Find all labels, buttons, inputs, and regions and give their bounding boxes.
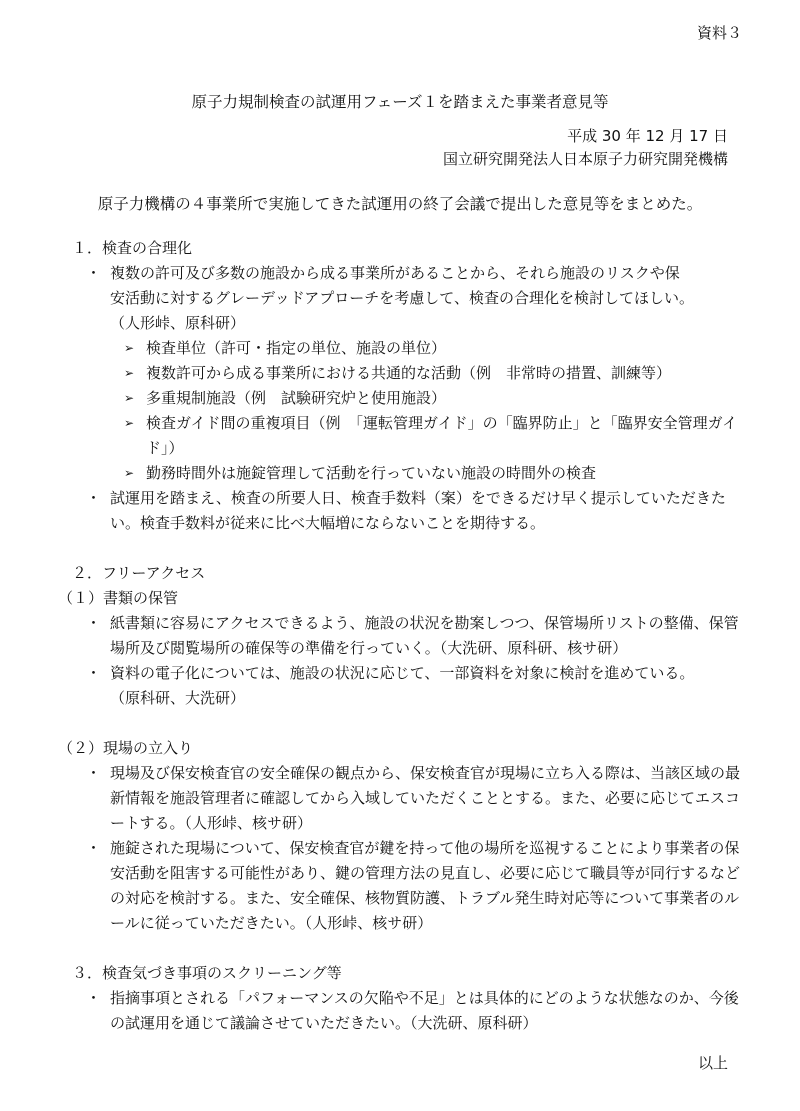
bullet-text: 指摘事項とされる「パフォーマンスの欠陥や不足」とは具体的にどのような状態なのか、今後の試運用を通じて議論させていただきたい。（大洗研、原科研） [110, 989, 739, 1032]
section-1-heading: １．検査の合理化 [72, 239, 193, 257]
bullet-text: 紙書類に容易にアクセスできるよう、施設の状況を勘案しつつ、保管場所リストの整備、保管場所及び閲覧場所の確保等の準備を行っていく。（大洗研、原科研、核サ研） [110, 614, 739, 657]
bullet-text: 施錠された現場について、保安検査官が鍵を持って他の場所を巡視することにより事業者の保安活動を阻害する可能性があり、鍵の管理方法の見直し、必要に応じて職員等が同行するなどの対応を検討する。また、安全確保、核物質防護、トラブル発生時対応等について事業者のルールに従っていただきたい。（人形峠、核サ研） [110, 839, 741, 932]
intro-paragraph: 原子力機構の４事業所で実施してきた試運用の終了会議で提出した意見等をまとめた。 [97, 195, 703, 213]
bullet-mark: ・ [86, 264, 102, 282]
arrow-bullet-icon: ➢ [124, 341, 135, 355]
list-item [86, 611, 744, 661]
list-item [124, 386, 744, 411]
bullet-mark: ・ [86, 614, 102, 632]
subsection-1-heading: （１）書類の保管 [58, 589, 179, 607]
document-body [0, 236, 800, 1036]
source-note: （原科研、大洗研） [110, 689, 246, 707]
arrow-item-text: 検査ガイド間の重複項目（例 「運転管理ガイド」の「臨界防止」と「臨界安全管理ガイド」） [146, 414, 738, 457]
bullet-mark: ・ [86, 839, 102, 857]
closing-mark: 以上 [697, 1054, 728, 1072]
arrow-item-text: 検査単位（許可・指定の単位、施設の単位） [146, 339, 447, 357]
list-item [124, 411, 744, 461]
arrow-bullet-icon: ➢ [124, 416, 135, 430]
list-item [124, 461, 744, 486]
list-item [124, 361, 744, 386]
bullet-text: 現場及び保安検査官の安全確保の観点から、保安検査官が現場に立ち入る際は、当該区域の最新情報を施設管理者に確認してから入域していただくこととする。また、必要に応じてエスコートする。（人形峠、核サ研） [110, 764, 741, 832]
list-item [86, 761, 744, 836]
list-item [86, 986, 744, 1036]
section-2-heading: ２．フリーアクセス [72, 564, 206, 582]
bullet-text: 資料の電子化については、施設の状況に応じて、一部資料を対象に検討を進めている。 [110, 664, 695, 682]
source-note: （人形峠、原科研） [110, 314, 246, 332]
document-title: 原子力規制検査の試運用フェーズ１を踏まえた事業者意見等 [191, 93, 609, 111]
issuing-organization: 国立研究開発法人日本原子力研究開発機構 [442, 150, 728, 168]
arrow-item-text: 勤務時間外は施錠管理して活動を行っていない施設の時間外の検査 [146, 464, 597, 482]
bullet-mark: ・ [86, 764, 102, 782]
subsection-2-heading: （２）現場の立入り [58, 739, 194, 757]
list-item [86, 661, 744, 686]
arrow-item-text: 多重規制施設（例 試験研究炉と使用施設） [146, 389, 447, 407]
arrow-bullet-icon: ➢ [124, 366, 135, 380]
arrow-item-text: 複数許可から成る事業所における共通的な活動（例 非常時の措置、訓練等） [146, 364, 672, 382]
document-number-label: 資料３ [696, 24, 742, 42]
document-date: 平成 30 年 12 月 17 日 [567, 127, 728, 145]
list-item [124, 336, 744, 361]
section-3-heading: ３．検査気づき事項のスクリーニング等 [72, 964, 342, 982]
list-item [86, 261, 744, 311]
bullet-text-line: 安活動に対するグレーデッドアプローチを考慮して、検査の合理化を検討してほしい。 [110, 289, 694, 307]
arrow-bullet-icon: ➢ [124, 391, 135, 405]
bullet-text-line: 複数の許可及び多数の施設から成る事業所があることから、それら施設のリスクや保 [110, 264, 680, 282]
list-item [86, 836, 744, 936]
bullet-mark: ・ [86, 989, 102, 1007]
bullet-mark: ・ [86, 489, 102, 507]
bullet-mark: ・ [86, 664, 102, 682]
list-item [86, 486, 744, 536]
arrow-bullet-icon: ➢ [124, 466, 135, 480]
bullet-text: 試運用を踏まえ、検査の所要人日、検査手数料（案）をできるだけ早く提示していただきたい。検査手数料が従来に比べ大幅増にならないことを期待する。 [110, 489, 726, 532]
